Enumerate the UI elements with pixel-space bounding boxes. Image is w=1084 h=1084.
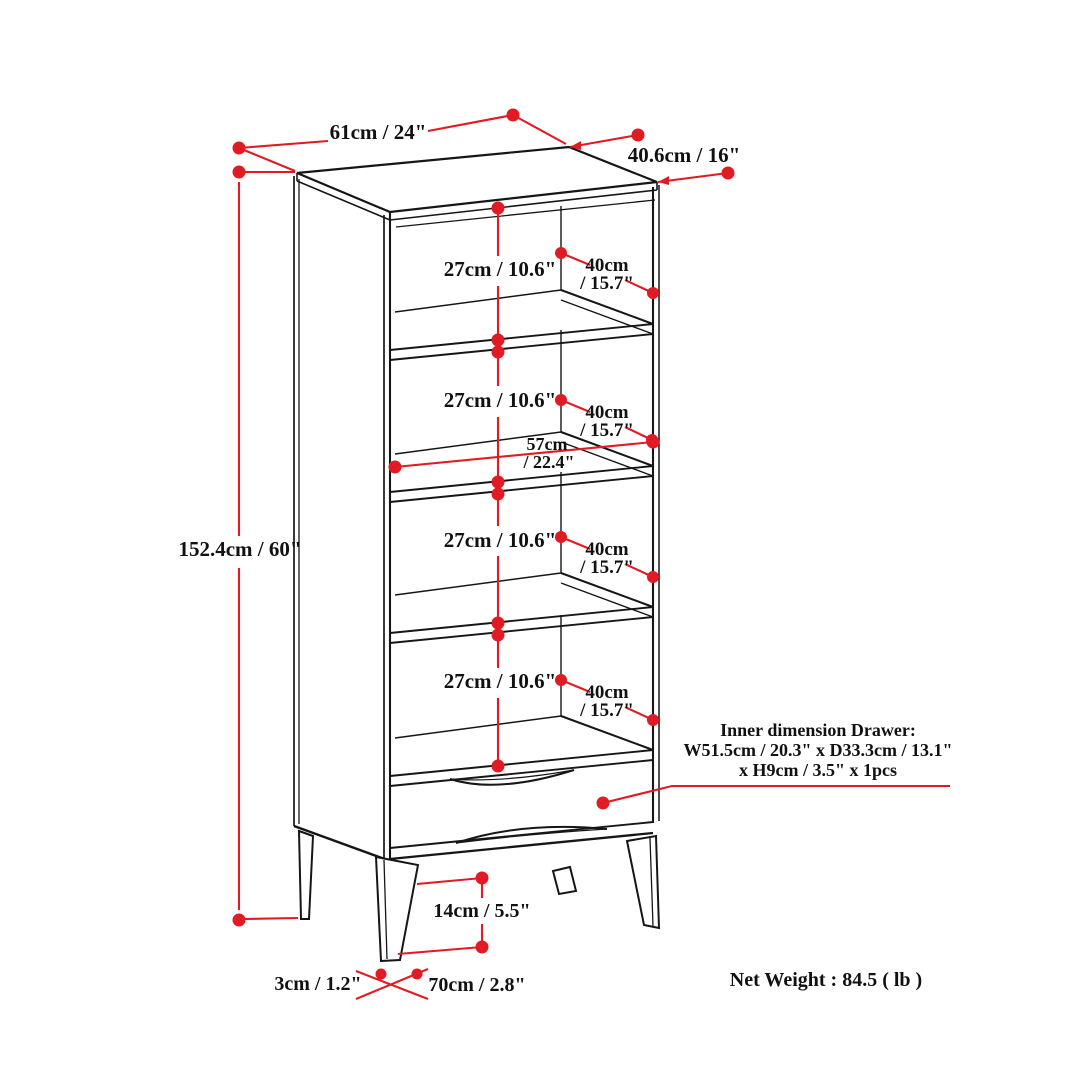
drawer-bottom-edge: [390, 822, 653, 848]
dimension-dot: [555, 394, 567, 406]
leg-foot-dimensions: [356, 969, 428, 1000]
shelf-4-drawer-top: [390, 716, 653, 786]
drawer-note-line2: W51.5cm / 20.3" x D33.3cm / 13.1": [683, 740, 953, 760]
inner-width-cm-label: 57cm: [526, 434, 568, 454]
dimension-dot: [555, 531, 567, 543]
drawer-note-leader: [597, 786, 951, 810]
arrowhead: [658, 176, 669, 185]
dimension-dot: [376, 969, 387, 980]
shelf-back-edge: [395, 573, 561, 595]
shelf-3: [390, 573, 653, 643]
dimension-dot: [492, 629, 505, 642]
shelf-depth-in-label-4: / 15.7": [580, 700, 634, 721]
shelf-right-end-top: [561, 716, 653, 750]
shelf-depth-in-label-2: / 15.7": [580, 420, 634, 441]
compartment-height-label-3: 27cm / 10.6": [443, 528, 557, 552]
dimension-dot: [647, 287, 659, 299]
compartment-height-label-2: 27cm / 10.6": [443, 388, 557, 412]
shelf-right-end-top: [561, 573, 653, 607]
shelf-depth-cm-label-3: 40cm: [585, 539, 629, 560]
compartment-height-label-4: 27cm / 10.6": [443, 669, 557, 693]
dimension-dot: [492, 476, 505, 489]
dimension-dot: [555, 247, 567, 259]
overall-height-label: 152.4cm / 60": [178, 537, 302, 561]
dimension-dot: [233, 166, 246, 179]
dimension-dot: [555, 674, 567, 686]
dimension-dot: [389, 461, 402, 474]
leg-height-label: 14cm / 5.5": [433, 900, 531, 922]
shelf-back-edge: [395, 290, 561, 312]
shelf-2: [390, 432, 653, 502]
dimension-dot: [507, 109, 520, 122]
dimension-dot: [597, 797, 610, 810]
dimension-dot: [412, 969, 423, 980]
front-right-leg: [627, 836, 659, 928]
top-face-outline: [297, 147, 657, 212]
dimension-dot: [492, 334, 505, 347]
shelf-depth-cm-label-1: 40cm: [585, 255, 629, 276]
net-weight-label: Net Weight : 84.5 ( lb ): [729, 969, 923, 991]
shelf-depth-in-label-3: / 15.7": [580, 557, 634, 578]
dimension-dot: [476, 872, 489, 885]
back-left-leg: [299, 831, 313, 919]
base-bottom-edge: [390, 833, 653, 859]
shelf-depth-dimensions: [555, 247, 659, 726]
dimension-dot: [492, 617, 505, 630]
back-right-leg: [553, 867, 576, 894]
dimension-dot: [233, 142, 246, 155]
dimension-dot: [632, 129, 645, 142]
dimension-dot: [647, 571, 659, 583]
drawer-note-line1: Inner dimension Drawer:: [720, 720, 916, 740]
dimension-dot: [492, 760, 505, 773]
dimension-dot: [647, 714, 659, 726]
drawer-note-line3: x H9cm / 3.5" x 1pcs: [739, 760, 897, 780]
compartment-height-label-1: 27cm / 10.6": [443, 257, 557, 281]
top-depth-label: 40.6cm / 16": [627, 143, 741, 167]
inner-width-in-label: / 22.4": [523, 452, 575, 472]
shelf-1: [390, 290, 653, 360]
dimension-dot: [233, 914, 246, 927]
shelf-right-end-top: [561, 290, 653, 324]
shelf-depth-cm-label-2: 40cm: [585, 402, 629, 423]
top-width-label: 61cm / 24": [329, 120, 427, 144]
top-slab-left-edge: [297, 173, 390, 220]
dimension-dot: [476, 941, 489, 954]
dimension-dot: [492, 488, 505, 501]
foot-side-label: 3cm / 1.2": [274, 973, 362, 995]
shelf-depth-cm-label-4: 40cm: [585, 682, 629, 703]
front-left-leg: [376, 857, 418, 961]
dimension-dot: [722, 167, 735, 180]
shelf-back-edge: [395, 716, 561, 738]
dimension-dot: [492, 202, 505, 215]
dimension-dot: [492, 346, 505, 359]
drawer-leader-line: [603, 786, 950, 803]
foot-front-label: 70cm / 2.8": [428, 974, 526, 996]
dimension-dot: [647, 436, 660, 449]
shelf-depth-in-label-1: / 15.7": [580, 273, 634, 294]
